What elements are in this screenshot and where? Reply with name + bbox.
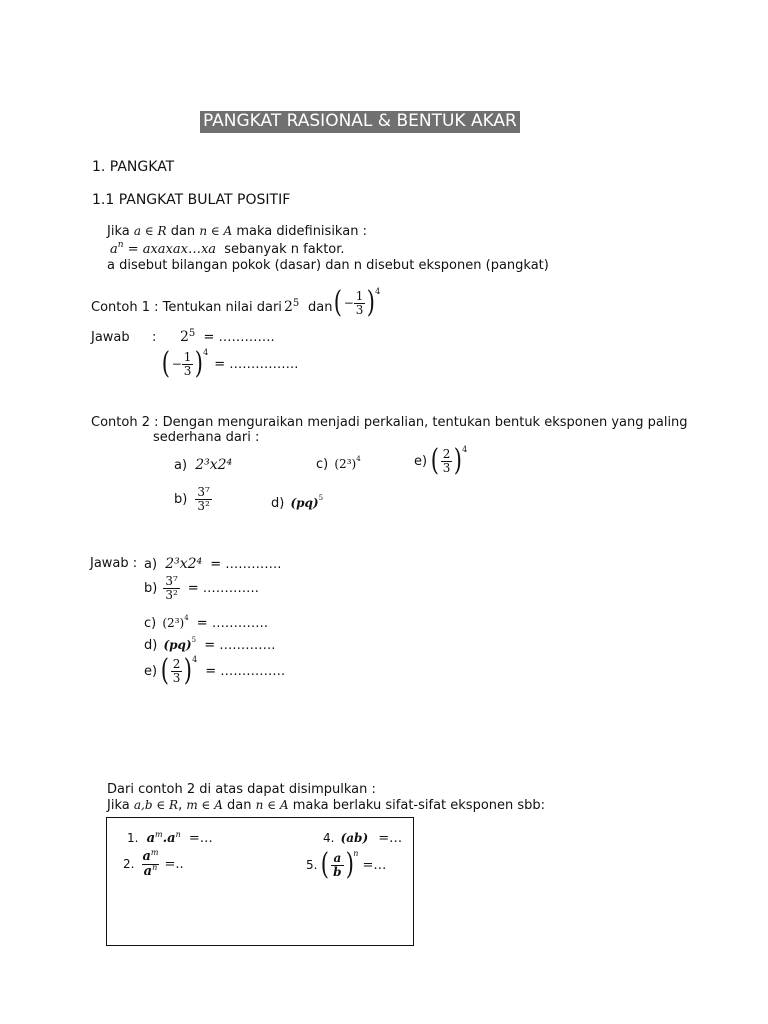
kesimpulan-line1: Dari contoh 2 di atas dapat disimpulkan : bbox=[107, 782, 376, 797]
jawab2-c: c) $(2^3)^4$ = …………. bbox=[144, 614, 268, 631]
jawab2-e: e) ( $\frac{2}{3}$ ) 4 = …………… bbox=[144, 653, 286, 688]
contoh2-e: e) ( $\frac{2}{3}$ ) 4 bbox=[414, 443, 468, 478]
contoh1-fraction-expr: ( − $\frac{1}{3}$ ) 4 bbox=[333, 285, 381, 320]
def-formula: $a^n$ = axaxax…xa bbox=[110, 240, 217, 257]
contoh2-line2: sederhana dari : bbox=[153, 430, 260, 445]
jawab1-eq2: ( − $\frac{1}{3}$ ) 4 = ……………. bbox=[161, 346, 299, 381]
property-2: 2. $\frac{a^m}{a^n}$ =.. bbox=[123, 848, 184, 879]
jawab1-eq1: $2^5$ = …………. bbox=[180, 328, 275, 345]
definition-line2 bbox=[110, 240, 345, 257]
definition-line3: a disebut bilangan pokok (dasar) dan n disebut eksponen (pangkat) bbox=[107, 258, 549, 273]
section-heading-pangkat: 1. PANGKAT bbox=[92, 159, 175, 175]
jawab1-label: Jawab bbox=[91, 330, 130, 345]
jawab2-a: a) 2³x2⁴ = …………. bbox=[144, 556, 282, 572]
def-maka: maka didefinisikan : bbox=[236, 224, 367, 239]
property-4: 4. (ab) =… bbox=[323, 831, 403, 846]
kesimpulan-line2: Jika a,b ∈ R, m ∈ A dan n ∈ A maka berlaku sifat-sifat eksponen sbb: bbox=[107, 798, 546, 813]
jawab2-label: Jawab : bbox=[90, 556, 138, 571]
contoh2-d: d) (pq)$^5$ bbox=[271, 494, 324, 511]
def-n-in-a: n ∈ A bbox=[199, 224, 233, 238]
contoh2-b: b) $\frac{\text{3⁷}}{\text{3²}}$ bbox=[174, 485, 210, 513]
page-title: PANGKAT RASIONAL & BENTUK AKAR bbox=[200, 111, 520, 133]
def-a-in-r: a ∈ R bbox=[133, 224, 167, 238]
def-jika: Jika bbox=[107, 224, 130, 239]
def-dan: dan bbox=[170, 224, 196, 239]
subsection-heading: 1.1 PANGKAT BULAT POSITIF bbox=[92, 192, 291, 208]
jawab1-colon: : bbox=[152, 330, 157, 345]
contoh2-a: a) 2³x2⁴ bbox=[174, 457, 233, 473]
def-sebanyak: sebanyak n faktor. bbox=[224, 242, 345, 257]
definition-line1 bbox=[107, 225, 367, 238]
property-5: 5. ( $\frac{a}{b}$ ) n =… bbox=[306, 847, 387, 882]
contoh1-dan: dan bbox=[308, 300, 333, 315]
jawab2-d: d) (pq)$^5$ = …………. bbox=[144, 636, 276, 653]
contoh1-text: Contoh 1 : Tentukan nilai dari bbox=[91, 300, 282, 315]
contoh2-line1: Contoh 2 : Dengan menguraikan menjadi perkalian, tentukan bentuk eksponen yang paling bbox=[91, 415, 688, 430]
contoh2-c: c) $(2^3)^4$ bbox=[316, 455, 361, 472]
contoh1-power: $2^5$ bbox=[284, 298, 300, 315]
property-1: 1. $a^m.a^n$ =… bbox=[127, 830, 213, 846]
jawab2-b: b) $\frac{\text{3⁷}}{\text{3²}}$ = …………. bbox=[144, 574, 259, 602]
